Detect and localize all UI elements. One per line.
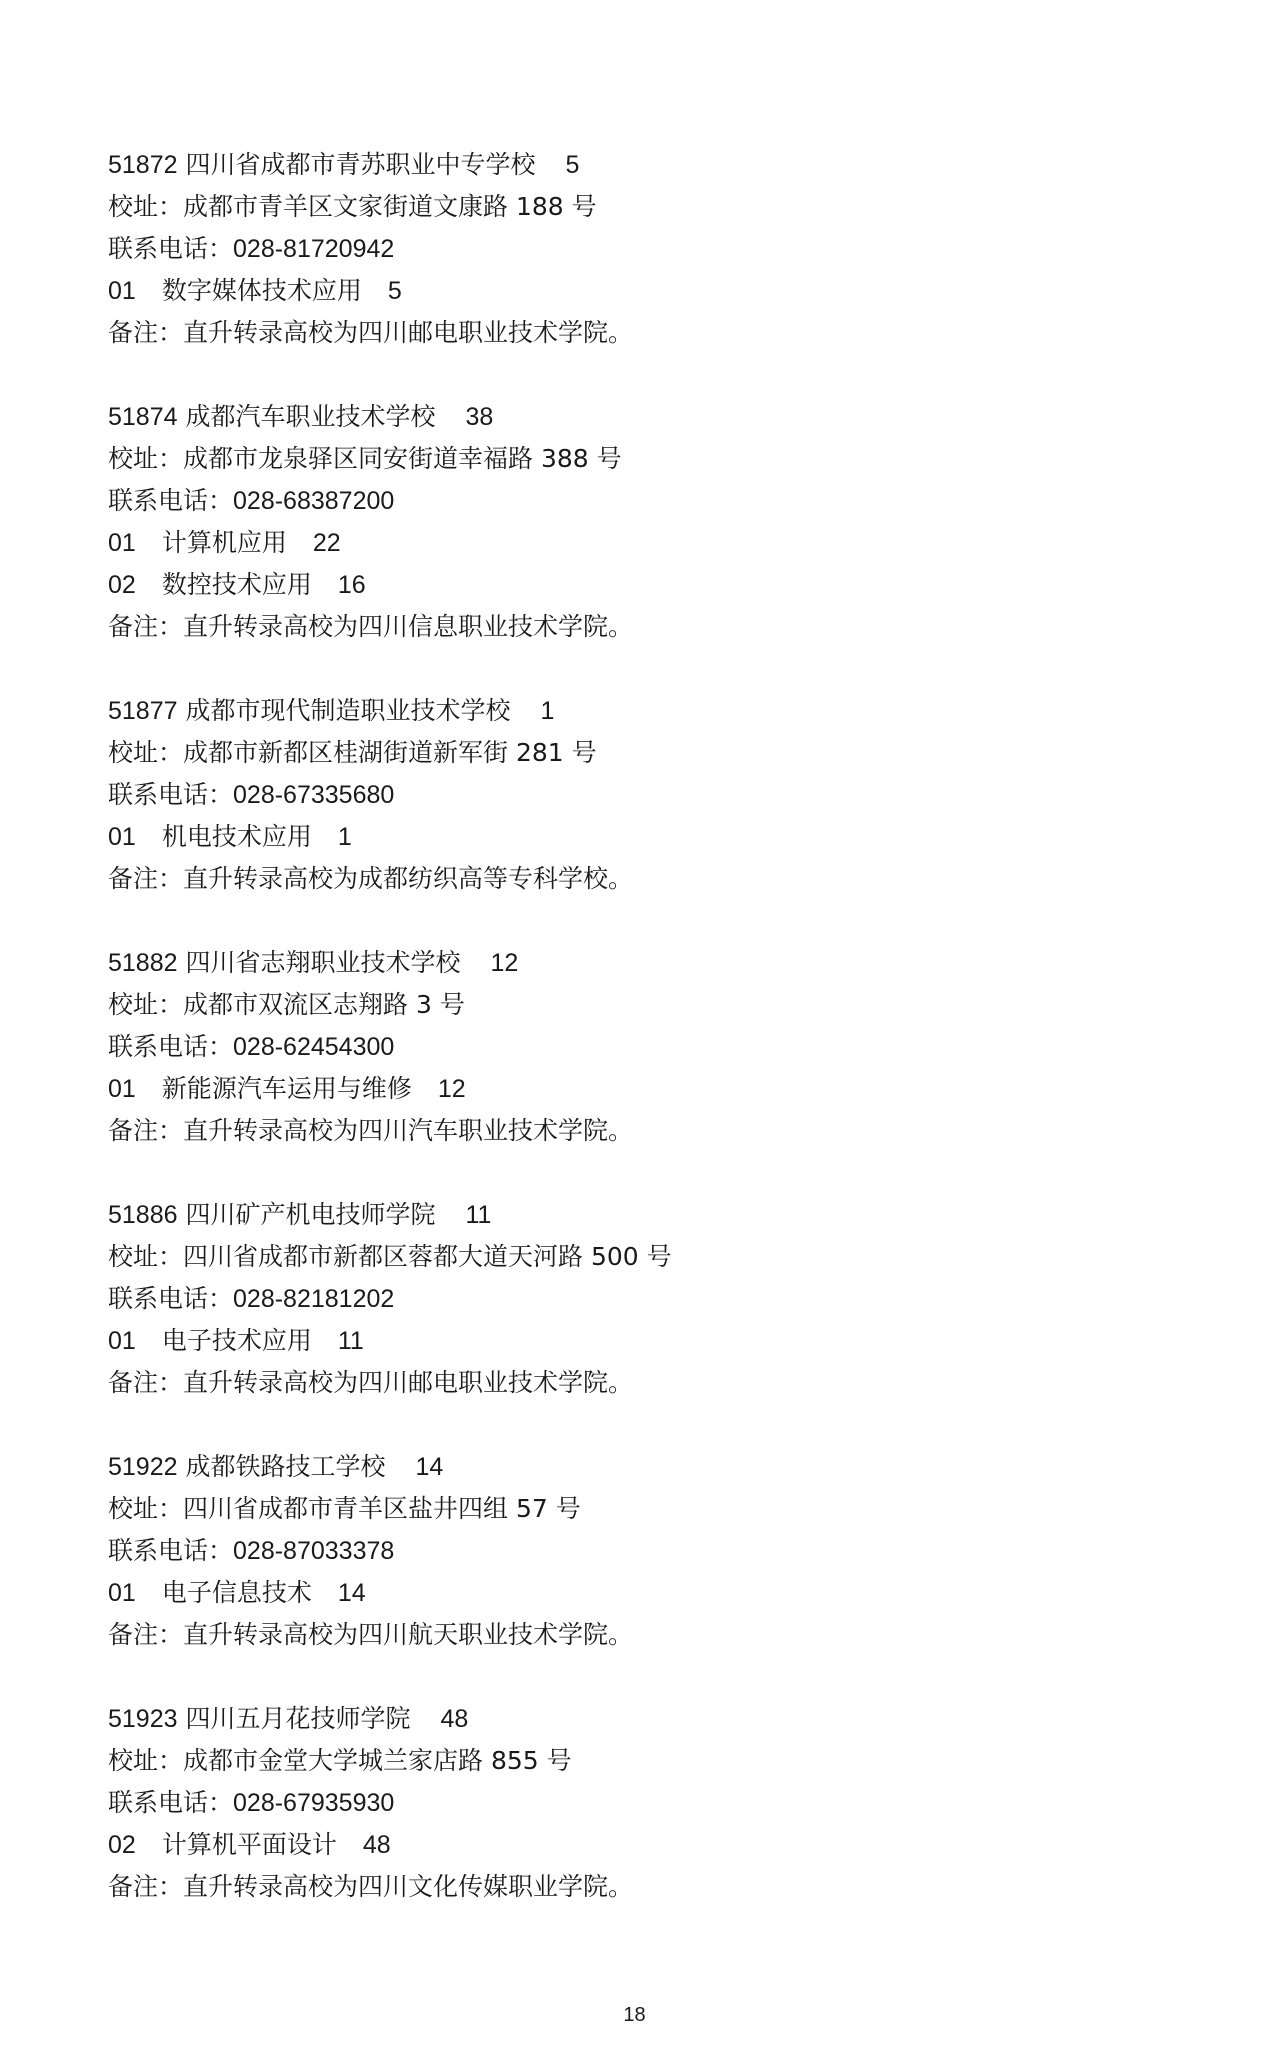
school-address-line: [108, 1488, 1168, 1530]
address-label: 校址：: [108, 192, 184, 221]
school-quota: 5: [565, 151, 580, 179]
school-phone-line: [108, 774, 1168, 816]
major-line: [108, 270, 1168, 312]
phone-label: 联系电话：: [108, 234, 234, 263]
school-note-line: [108, 1362, 1168, 1404]
major-quota: 22: [312, 529, 341, 557]
school-name: 四川省成都市青苏职业中专学校: [185, 150, 536, 179]
school-name: 成都铁路技工学校: [185, 1452, 386, 1481]
address-label: 校址：: [108, 444, 184, 473]
school-phone: 028-81720942: [233, 235, 395, 263]
school-address: 成都市青羊区文家街道文康路 188 号: [183, 192, 597, 221]
major-line: [108, 564, 1168, 606]
school-note: 直升转录高校为成都纺织高等专科学校。: [183, 864, 634, 893]
major-quota: 1: [337, 823, 352, 851]
address-label: 校址：: [108, 1242, 184, 1271]
school-code: 51922: [108, 1453, 178, 1481]
phone-label: 联系电话：: [108, 486, 234, 515]
school-name: 四川五月花技师学院: [185, 1704, 411, 1733]
school-phone-line: [108, 480, 1168, 522]
phone-label: 联系电话：: [108, 1032, 234, 1061]
school-address-line: [108, 1740, 1168, 1782]
school-name: 四川矿产机电技师学院: [185, 1200, 436, 1229]
school-address: 成都市金堂大学城兰家店路 855 号: [183, 1746, 572, 1775]
school-address-line: [108, 732, 1168, 774]
school-header: [108, 144, 1168, 186]
school-address: 四川省成都市青羊区盐井四组 57 号: [183, 1494, 581, 1523]
school-entry: [108, 144, 1168, 354]
school-phone-line: [108, 1530, 1168, 1572]
school-note-line: [108, 858, 1168, 900]
school-note: 直升转录高校为四川航天职业技术学院。: [183, 1620, 634, 1649]
major-line: [108, 522, 1168, 564]
major-name: 计算机平面设计: [161, 1830, 337, 1859]
school-phone-line: [108, 1278, 1168, 1320]
major-name: 新能源汽车运用与维修: [161, 1074, 412, 1103]
note-label: 备注：: [108, 1368, 184, 1397]
major-quota: 12: [437, 1075, 466, 1103]
address-label: 校址：: [108, 738, 184, 767]
school-header: [108, 396, 1168, 438]
school-note: 直升转录高校为四川邮电职业技术学院。: [183, 1368, 634, 1397]
major-code: 01: [108, 1327, 136, 1355]
school-note: 直升转录高校为四川文化传媒职业学院。: [183, 1872, 634, 1901]
major-code: 01: [108, 1579, 136, 1607]
school-quota: 38: [465, 403, 494, 431]
note-label: 备注：: [108, 1872, 184, 1901]
school-quota: 12: [490, 949, 519, 977]
school-code: 51872: [108, 151, 178, 179]
school-note-line: [108, 606, 1168, 648]
major-line: [108, 1572, 1168, 1614]
major-quota: 11: [337, 1327, 364, 1355]
school-note-line: [108, 1866, 1168, 1908]
school-address: 成都市双流区志翔路 3 号: [183, 990, 465, 1019]
major-code: 01: [108, 277, 136, 305]
school-entry: [108, 1194, 1168, 1404]
major-name: 计算机应用: [161, 528, 287, 557]
school-name: 成都汽车职业技术学校: [185, 402, 436, 431]
major-line: [108, 1824, 1168, 1866]
major-line: [108, 816, 1168, 858]
school-name: 四川省志翔职业技术学校: [185, 948, 461, 977]
school-code: 51874: [108, 403, 178, 431]
school-code: 51882: [108, 949, 178, 977]
major-name: 数控技术应用: [161, 570, 312, 599]
school-phone-line: [108, 1026, 1168, 1068]
school-quota: 48: [440, 1705, 469, 1733]
school-note: 直升转录高校为四川汽车职业技术学院。: [183, 1116, 634, 1145]
phone-label: 联系电话：: [108, 1284, 234, 1313]
school-note: 直升转录高校为四川邮电职业技术学院。: [183, 318, 634, 347]
school-address-line: [108, 1236, 1168, 1278]
major-quota: 5: [387, 277, 402, 305]
school-quota: 1: [540, 697, 555, 725]
major-quota: 14: [337, 1579, 366, 1607]
school-note-line: [108, 1110, 1168, 1152]
school-address-line: [108, 984, 1168, 1026]
page-number: 18: [623, 2004, 646, 2026]
school-header: [108, 1194, 1168, 1236]
major-name: 电子信息技术: [161, 1578, 312, 1607]
phone-label: 联系电话：: [108, 780, 234, 809]
school-phone: 028-82181202: [233, 1285, 395, 1313]
school-code: 51877: [108, 697, 178, 725]
school-note-line: [108, 1614, 1168, 1656]
school-note: 直升转录高校为四川信息职业技术学院。: [183, 612, 634, 641]
major-line: [108, 1068, 1168, 1110]
school-entry: [108, 942, 1168, 1152]
school-phone: 028-87033378: [233, 1537, 395, 1565]
school-phone-line: [108, 1782, 1168, 1824]
major-code: 01: [108, 823, 136, 851]
note-label: 备注：: [108, 318, 184, 347]
phone-label: 联系电话：: [108, 1788, 234, 1817]
major-name: 电子技术应用: [161, 1326, 312, 1355]
school-entry: [108, 396, 1168, 648]
major-quota: 48: [362, 1831, 391, 1859]
school-address: 成都市龙泉驿区同安街道幸福路 388 号: [183, 444, 622, 473]
school-address-line: [108, 186, 1168, 228]
major-code: 02: [108, 1831, 136, 1859]
note-label: 备注：: [108, 1620, 184, 1649]
school-entry: [108, 1446, 1168, 1656]
school-header: [108, 942, 1168, 984]
major-code: 02: [108, 571, 136, 599]
phone-label: 联系电话：: [108, 1536, 234, 1565]
school-address: 四川省成都市新都区蓉都大道天河路 500 号: [183, 1242, 672, 1271]
school-code: 51923: [108, 1705, 178, 1733]
note-label: 备注：: [108, 864, 184, 893]
address-label: 校址：: [108, 990, 184, 1019]
school-header: [108, 690, 1168, 732]
major-name: 机电技术应用: [161, 822, 312, 851]
school-address-line: [108, 438, 1168, 480]
address-label: 校址：: [108, 1746, 184, 1775]
major-code: 01: [108, 1075, 136, 1103]
school-header: [108, 1446, 1168, 1488]
address-label: 校址：: [108, 1494, 184, 1523]
school-address: 成都市新都区桂湖街道新军街 281 号: [183, 738, 597, 767]
school-phone: 028-67935930: [233, 1789, 395, 1817]
school-name: 成都市现代制造职业技术学校: [185, 696, 511, 725]
note-label: 备注：: [108, 1116, 184, 1145]
school-quota: 14: [415, 1453, 444, 1481]
major-quota: 16: [337, 571, 366, 599]
school-header: [108, 1698, 1168, 1740]
school-note-line: [108, 312, 1168, 354]
school-phone: 028-62454300: [233, 1033, 395, 1061]
major-line: [108, 1320, 1168, 1362]
school-list: [108, 144, 1168, 1950]
note-label: 备注：: [108, 612, 184, 641]
school-entry: [108, 690, 1168, 900]
school-entry: [108, 1698, 1168, 1908]
school-quota: 11: [465, 1201, 492, 1229]
school-phone: 028-67335680: [233, 781, 395, 809]
school-code: 51886: [108, 1201, 178, 1229]
school-phone: 028-68387200: [233, 487, 395, 515]
major-name: 数字媒体技术应用: [161, 276, 362, 305]
school-phone-line: [108, 228, 1168, 270]
major-code: 01: [108, 529, 136, 557]
